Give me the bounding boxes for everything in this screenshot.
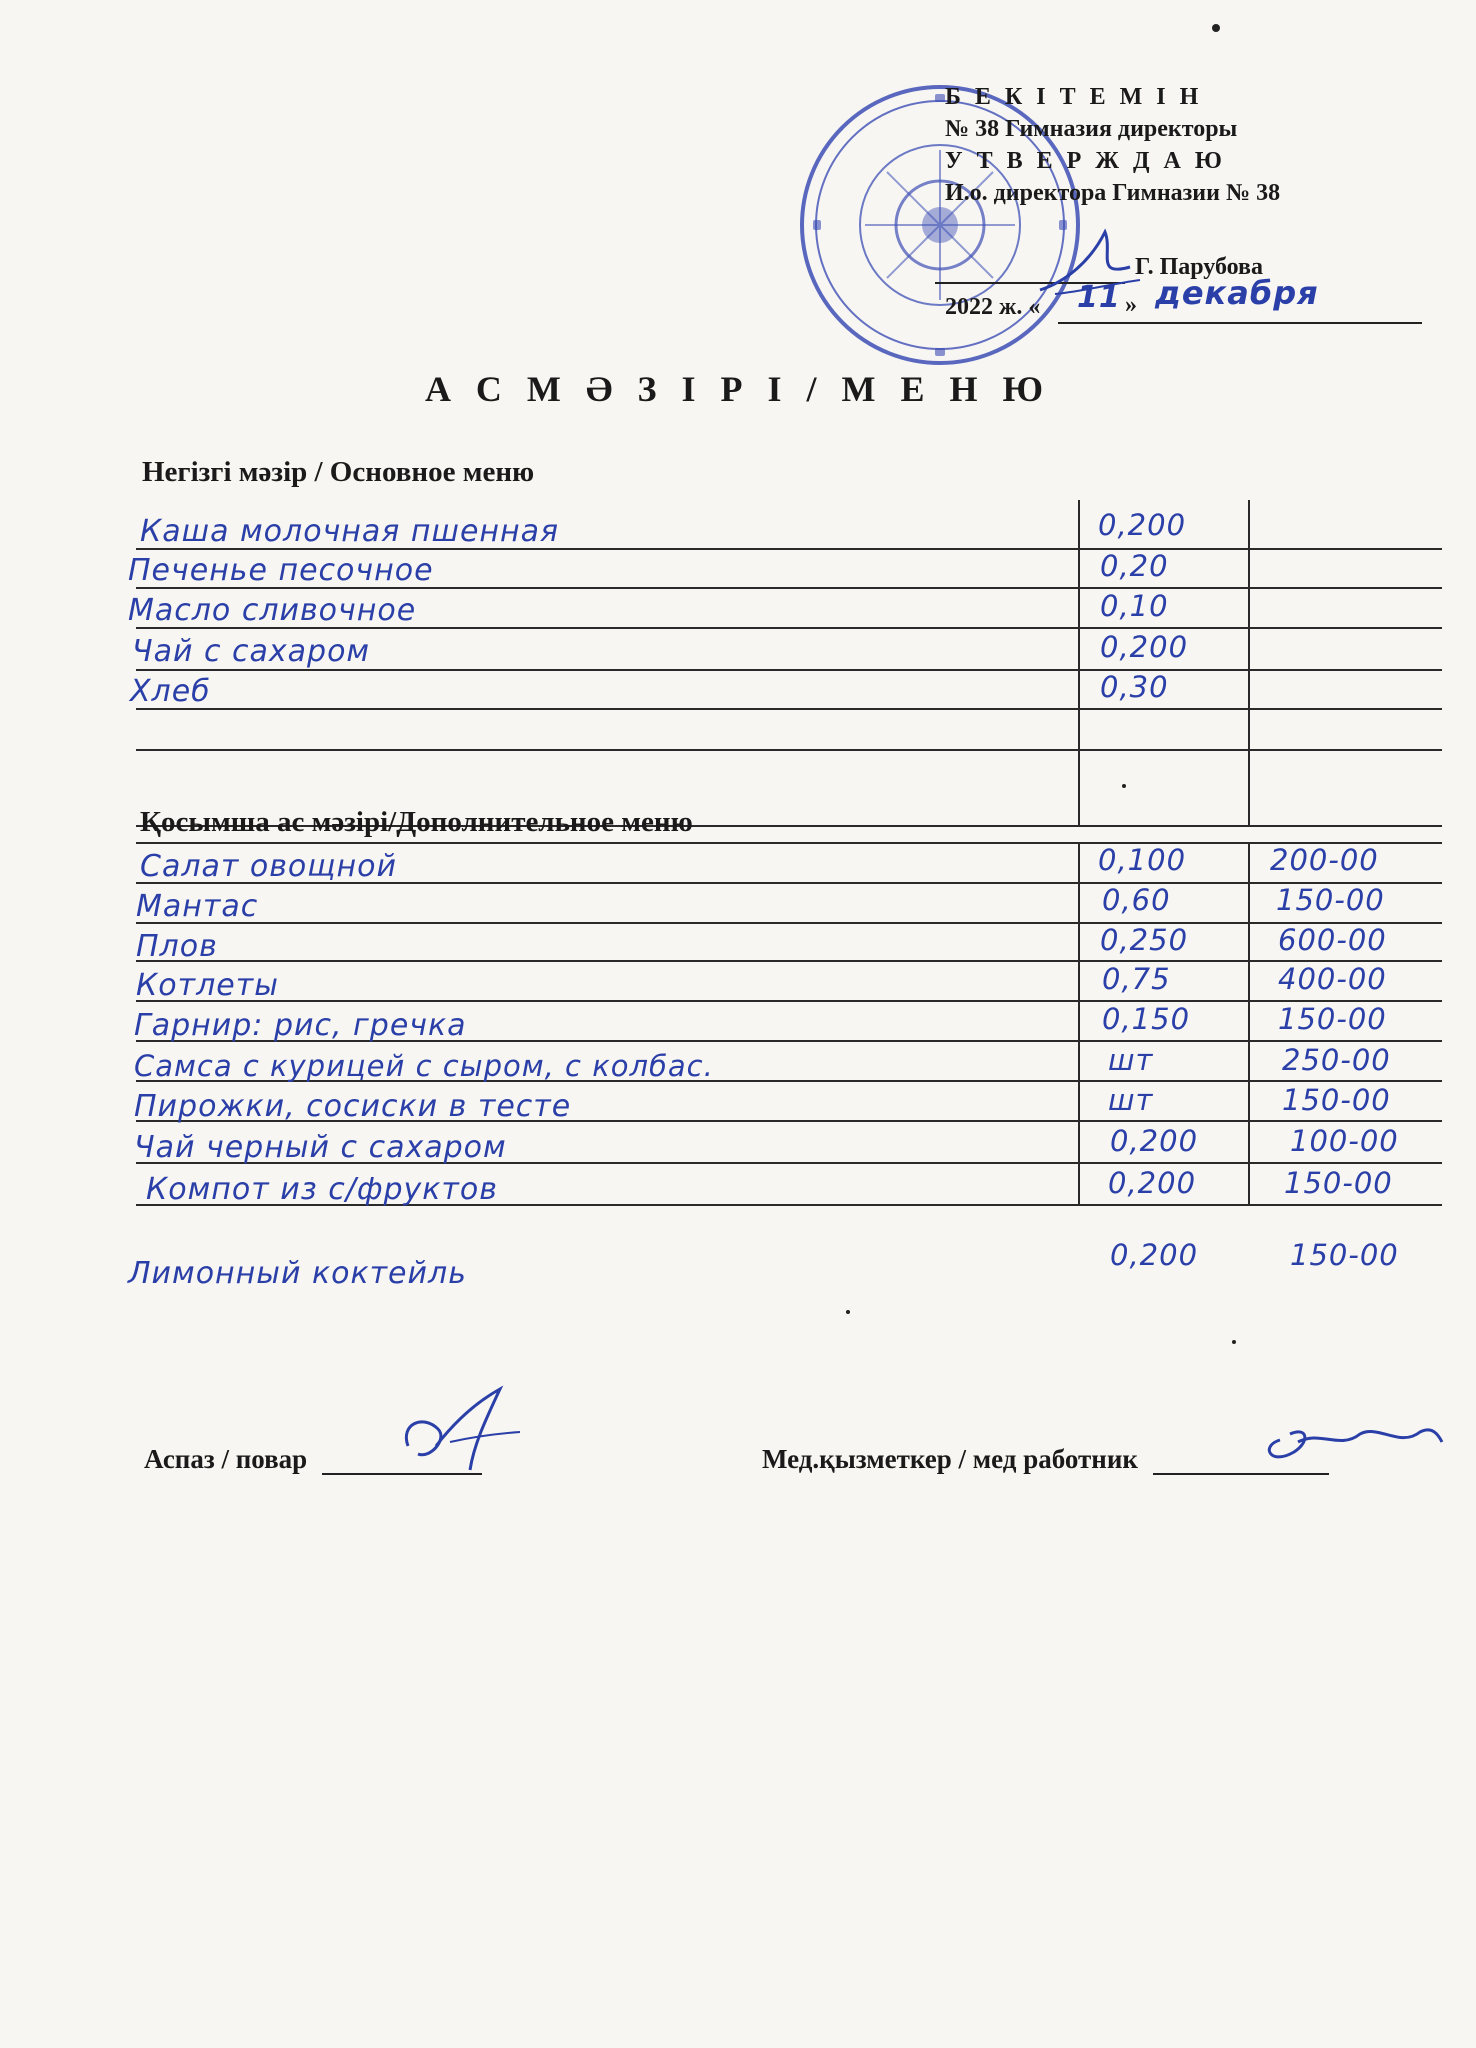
- extra-item-qty: 0,250: [1100, 923, 1189, 957]
- extra-item-price: 200-00: [1270, 843, 1379, 877]
- main-item-qty: 0,200: [1100, 630, 1189, 664]
- scan-speck: [1212, 24, 1220, 32]
- approval-kz: Б Е К І Т Е М І Н: [945, 84, 1203, 110]
- extra-item-name: Гарнир: рис, гречка: [134, 1008, 467, 1043]
- extra-item-name: Самса с курицей с сыром, с колбас.: [134, 1049, 714, 1083]
- cook-label: Аспаз / повар: [144, 1444, 308, 1474]
- scan-speck: [1122, 784, 1126, 788]
- extra-item-qty: 0,75: [1102, 962, 1171, 996]
- extra-item-qty: 0,200: [1108, 1166, 1197, 1200]
- extra-item-price: 150-00: [1276, 883, 1385, 917]
- extra-item-qty: шт: [1108, 1083, 1154, 1117]
- extra-item-name: Пирожки, сосиски в тесте: [134, 1089, 572, 1124]
- approval-director-ru: И.о. директора Гимназии № 38: [945, 180, 1281, 206]
- extra-item-name: Компот из с/фруктов: [146, 1172, 498, 1207]
- approval-date-prefix: 2022 ж. «: [945, 294, 1041, 320]
- extra-item-price: 150-00: [1282, 1083, 1391, 1117]
- cook-signature: [378, 1384, 538, 1484]
- main-menu-heading: Негізгі мәзір / Основное меню: [142, 456, 535, 488]
- main-item-name: Каша молочная пшенная: [140, 514, 560, 549]
- main-item-qty: 0,10: [1100, 589, 1169, 623]
- extra-menu-heading: Қосымша ас мәзірі/Дополнительное меню: [140, 806, 693, 838]
- extra-item-name: Мантас: [136, 889, 259, 924]
- med-signature-field: [762, 1444, 1329, 1475]
- main-item-name: Хлеб: [130, 674, 211, 709]
- approval-date-month: декабря: [1155, 274, 1319, 312]
- main-item-qty: 0,200: [1098, 508, 1187, 542]
- extra-item-price: 100-00: [1290, 1124, 1399, 1158]
- extra-item-name: Чай черный с сахаром: [134, 1130, 507, 1165]
- approval-director-kz: № 38 Гимназия директоры: [945, 116, 1238, 142]
- extra-item-price: 150-00: [1284, 1166, 1393, 1200]
- director-signature: [1035, 222, 1145, 302]
- main-item-qty: 0,30: [1100, 670, 1169, 704]
- approval-ru: У Т В Е Р Ж Д А Ю: [945, 148, 1226, 174]
- med-label: Мед.қызметкер / мед работник: [762, 1444, 1138, 1474]
- extra-item-name: Плов: [136, 929, 218, 964]
- extra-item-qty: 0,200: [1110, 1238, 1199, 1272]
- extra-item-qty: 0,150: [1102, 1002, 1191, 1036]
- page-title: А С М Ә З І Р І / М Е Н Ю: [424, 369, 1052, 409]
- extra-item-qty: шт: [1108, 1043, 1154, 1077]
- approval-date-sep: »: [1125, 292, 1137, 318]
- extra-item-qty: 0,60: [1102, 883, 1171, 917]
- med-signature: [1250, 1412, 1450, 1472]
- extra-item-price: 600-00: [1278, 923, 1387, 957]
- extra-item-qty: 0,200: [1110, 1124, 1199, 1158]
- approval-signer: Г. Парубова: [1135, 254, 1263, 280]
- extra-item-qty: 0,100: [1098, 843, 1187, 877]
- extra-item-name: Лимонный коктейль: [128, 1256, 467, 1291]
- extra-item-price: 150-00: [1290, 1238, 1399, 1272]
- extra-item-price: 250-00: [1282, 1043, 1391, 1077]
- approval-date-day: 11: [1077, 280, 1121, 315]
- main-item-qty: 0,20: [1100, 549, 1169, 583]
- scan-speck: [846, 1310, 850, 1314]
- main-item-name: Печенье песочное: [128, 553, 434, 588]
- extra-item-price: 150-00: [1278, 1002, 1387, 1036]
- main-item-name: Чай с сахаром: [132, 634, 371, 669]
- extra-item-price: 400-00: [1278, 962, 1387, 996]
- scan-speck: [1232, 1340, 1236, 1344]
- main-item-name: Масло сливочное: [128, 593, 417, 628]
- extra-item-name: Котлеты: [136, 968, 279, 1003]
- extra-item-name: Салат овощной: [140, 849, 398, 884]
